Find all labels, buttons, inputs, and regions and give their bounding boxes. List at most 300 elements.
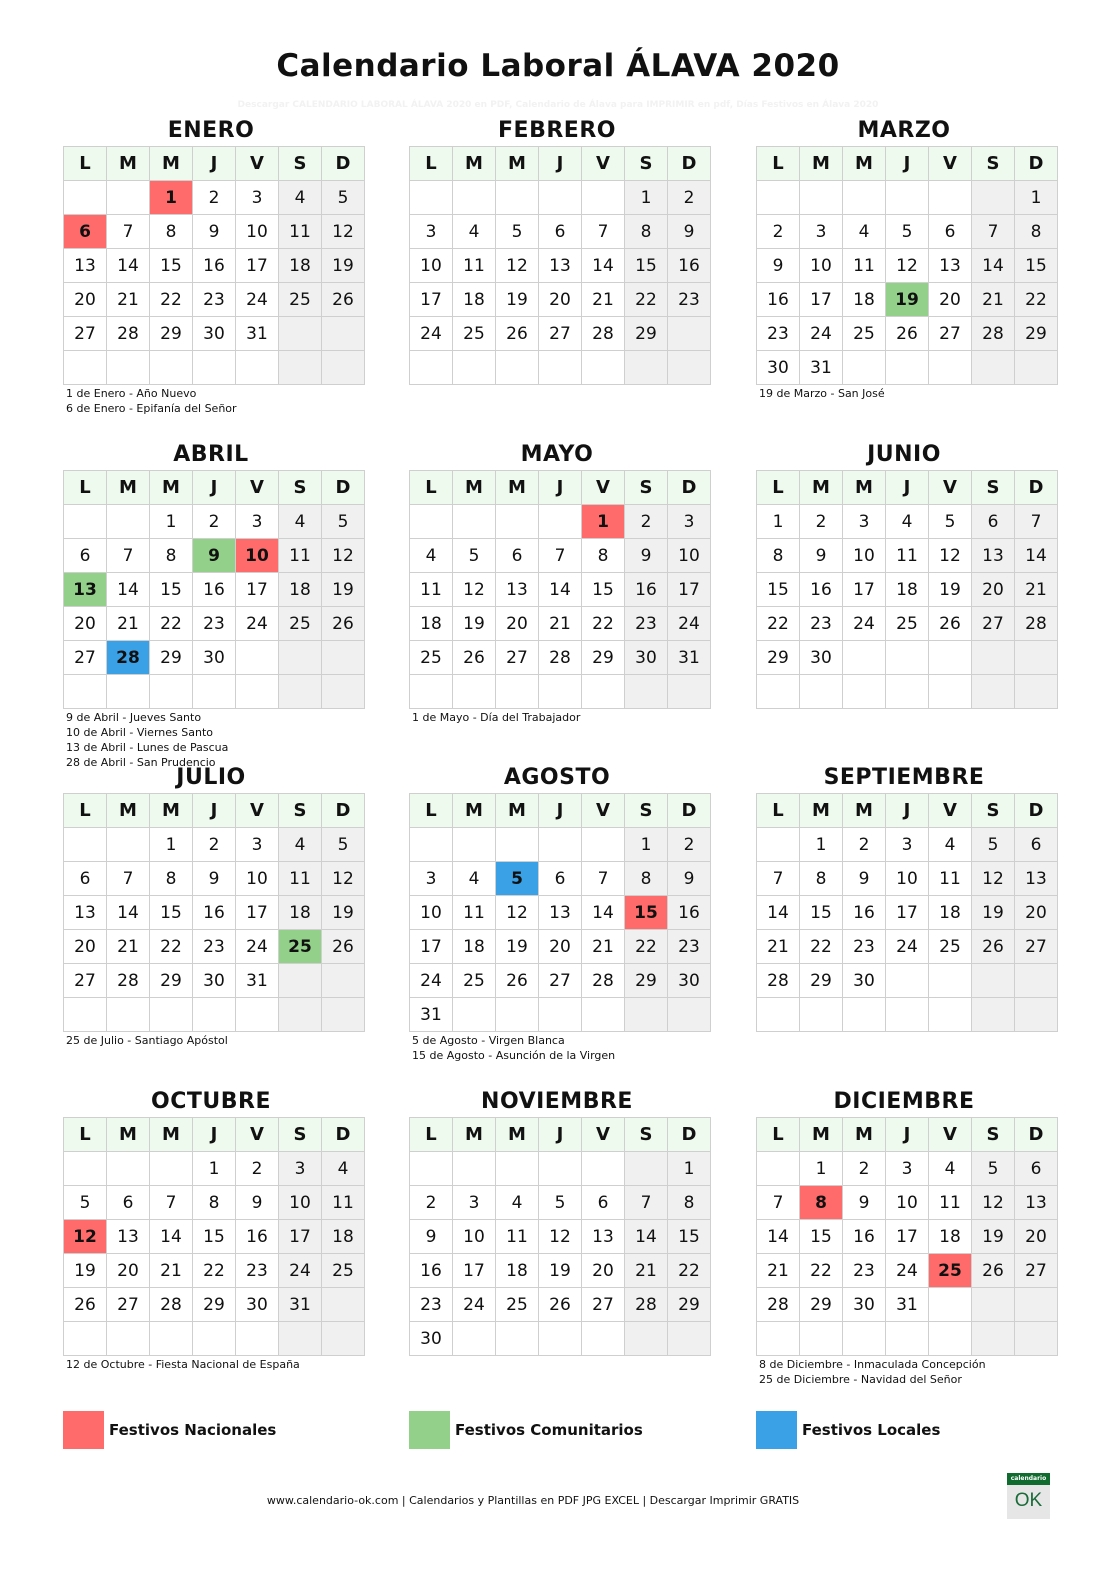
weekday-header: S — [972, 471, 1015, 505]
day-cell: 31 — [668, 641, 711, 675]
empty-day-cell — [279, 351, 322, 385]
day-cell: 10 — [886, 1186, 929, 1220]
day-cell: 4 — [496, 1186, 539, 1220]
week-row — [757, 641, 1058, 675]
day-cell: 28 — [757, 964, 800, 998]
empty-day-cell — [322, 675, 365, 709]
holiday-day-cell: 12 — [64, 1220, 107, 1254]
week-row — [410, 283, 711, 317]
day-cell: 12 — [972, 1186, 1015, 1220]
day-cell: 16 — [757, 283, 800, 317]
month-julio — [63, 763, 359, 1048]
day-cell: 18 — [886, 573, 929, 607]
weekday-header: M — [453, 147, 496, 181]
month-septiembre — [756, 763, 1052, 1033]
day-cell: 15 — [800, 896, 843, 930]
legend-nacionales-label: Festivos Nacionales — [109, 1421, 277, 1439]
day-cell: 10 — [410, 249, 453, 283]
day-cell: 1 — [150, 828, 193, 862]
day-cell: 6 — [972, 505, 1015, 539]
month-name: ABRIL — [173, 442, 249, 467]
day-cell: 21 — [539, 607, 582, 641]
day-cell: 26 — [886, 317, 929, 351]
day-cell: 14 — [107, 896, 150, 930]
empty-day-cell — [757, 1152, 800, 1186]
day-cell: 11 — [496, 1220, 539, 1254]
day-cell: 2 — [757, 215, 800, 249]
empty-day-cell — [496, 181, 539, 215]
day-cell: 27 — [929, 317, 972, 351]
weekday-header: J — [886, 471, 929, 505]
week-row — [64, 828, 365, 862]
calendario-ok-logo[interactable] — [1007, 1473, 1050, 1519]
empty-day-cell — [496, 1322, 539, 1356]
day-cell: 24 — [236, 930, 279, 964]
day-cell: 14 — [107, 249, 150, 283]
empty-day-cell — [322, 351, 365, 385]
empty-day-cell — [453, 505, 496, 539]
day-cell: 10 — [236, 215, 279, 249]
day-cell: 10 — [800, 249, 843, 283]
day-cell: 18 — [496, 1254, 539, 1288]
weekday-header: L — [757, 147, 800, 181]
empty-day-cell — [107, 505, 150, 539]
day-cell: 8 — [150, 215, 193, 249]
week-row — [410, 607, 711, 641]
day-cell: 6 — [582, 1186, 625, 1220]
day-cell: 27 — [64, 641, 107, 675]
empty-day-cell — [972, 181, 1015, 215]
day-cell: 27 — [64, 317, 107, 351]
day-cell: 21 — [582, 283, 625, 317]
day-cell: 30 — [668, 964, 711, 998]
day-cell: 4 — [279, 181, 322, 215]
day-cell: 25 — [279, 607, 322, 641]
day-cell: 22 — [150, 607, 193, 641]
day-cell: 9 — [843, 1186, 886, 1220]
day-cell: 3 — [886, 828, 929, 862]
empty-day-cell — [668, 317, 711, 351]
week-row — [64, 1186, 365, 1220]
holiday-note: 8 de Diciembre - Inmaculada Concepción — [759, 1358, 986, 1371]
empty-day-cell — [668, 351, 711, 385]
weekday-header: M — [800, 1118, 843, 1152]
empty-day-cell — [757, 181, 800, 215]
day-cell: 14 — [539, 573, 582, 607]
day-cell: 26 — [322, 607, 365, 641]
holiday-day-cell: 8 — [800, 1186, 843, 1220]
empty-day-cell — [972, 641, 1015, 675]
empty-day-cell — [582, 1322, 625, 1356]
weekday-header: M — [800, 147, 843, 181]
day-cell: 18 — [929, 1220, 972, 1254]
day-cell: 7 — [972, 215, 1015, 249]
empty-day-cell — [453, 675, 496, 709]
holiday-note: 25 de Diciembre - Navidad del Señor — [759, 1373, 962, 1386]
empty-day-cell — [625, 675, 668, 709]
day-cell: 21 — [1015, 573, 1058, 607]
empty-day-cell — [929, 1322, 972, 1356]
day-cell: 21 — [150, 1254, 193, 1288]
weekday-header: V — [929, 471, 972, 505]
empty-day-cell — [496, 351, 539, 385]
week-row — [410, 1288, 711, 1322]
day-cell: 29 — [150, 964, 193, 998]
day-cell: 21 — [757, 930, 800, 964]
weekday-header: L — [410, 147, 453, 181]
day-cell: 13 — [539, 249, 582, 283]
day-cell: 3 — [886, 1152, 929, 1186]
day-cell: 9 — [800, 539, 843, 573]
day-cell: 12 — [539, 1220, 582, 1254]
empty-day-cell — [843, 675, 886, 709]
day-cell: 3 — [236, 828, 279, 862]
weekday-header: D — [1015, 794, 1058, 828]
weekday-header: M — [453, 794, 496, 828]
day-cell: 6 — [929, 215, 972, 249]
day-cell: 13 — [64, 896, 107, 930]
empty-day-cell — [279, 1322, 322, 1356]
empty-day-cell — [582, 998, 625, 1032]
month-name: AGOSTO — [503, 765, 611, 790]
month-grid — [756, 1117, 1058, 1356]
day-cell: 18 — [279, 249, 322, 283]
empty-day-cell — [453, 1322, 496, 1356]
day-cell: 15 — [668, 1220, 711, 1254]
day-cell: 11 — [886, 539, 929, 573]
weekday-header: D — [668, 471, 711, 505]
holiday-day-cell: 25 — [929, 1254, 972, 1288]
empty-day-cell — [107, 1322, 150, 1356]
week-row — [64, 351, 365, 385]
day-cell: 11 — [410, 573, 453, 607]
day-cell: 14 — [107, 573, 150, 607]
day-cell: 30 — [236, 1288, 279, 1322]
weekday-header: V — [236, 1118, 279, 1152]
weekday-header: M — [496, 147, 539, 181]
legend-nacionales-swatch — [63, 1411, 104, 1449]
day-cell: 18 — [929, 896, 972, 930]
empty-day-cell — [236, 1322, 279, 1356]
day-cell: 26 — [496, 964, 539, 998]
empty-day-cell — [193, 1322, 236, 1356]
day-cell: 8 — [668, 1186, 711, 1220]
weekday-header: L — [757, 1118, 800, 1152]
day-cell: 2 — [193, 828, 236, 862]
day-cell: 8 — [757, 539, 800, 573]
day-cell: 7 — [625, 1186, 668, 1220]
empty-day-cell — [972, 1322, 1015, 1356]
empty-day-cell — [539, 1322, 582, 1356]
day-cell: 18 — [843, 283, 886, 317]
weekday-header: L — [64, 471, 107, 505]
week-row — [757, 896, 1058, 930]
day-cell: 26 — [453, 641, 496, 675]
weekday-header: J — [193, 1118, 236, 1152]
day-cell: 17 — [886, 1220, 929, 1254]
day-cell: 30 — [843, 964, 886, 998]
weekday-header: L — [757, 471, 800, 505]
legend-locales-swatch — [756, 1411, 797, 1449]
holiday-note: 9 de Abril - Jueves Santo — [66, 711, 202, 724]
logo-ok-text: OK — [1014, 1490, 1043, 1511]
empty-day-cell — [322, 998, 365, 1032]
day-cell: 2 — [668, 181, 711, 215]
month-mayo — [409, 440, 705, 725]
week-row — [757, 1152, 1058, 1186]
day-cell: 6 — [64, 862, 107, 896]
day-cell: 12 — [322, 862, 365, 896]
day-cell: 17 — [279, 1220, 322, 1254]
day-cell: 26 — [929, 607, 972, 641]
week-row — [410, 351, 711, 385]
holiday-note: 5 de Agosto - Virgen Blanca — [412, 1034, 565, 1047]
empty-day-cell — [150, 1322, 193, 1356]
weekday-header: L — [410, 1118, 453, 1152]
day-cell: 9 — [668, 215, 711, 249]
day-cell: 12 — [453, 573, 496, 607]
day-cell: 23 — [193, 930, 236, 964]
day-cell: 12 — [322, 539, 365, 573]
empty-day-cell — [539, 1152, 582, 1186]
empty-day-cell — [64, 351, 107, 385]
day-cell: 23 — [668, 930, 711, 964]
empty-day-cell — [236, 675, 279, 709]
empty-day-cell — [929, 181, 972, 215]
day-cell: 15 — [1015, 249, 1058, 283]
empty-day-cell — [150, 998, 193, 1032]
week-row — [64, 964, 365, 998]
empty-day-cell — [668, 998, 711, 1032]
day-cell: 23 — [193, 283, 236, 317]
day-cell: 9 — [236, 1186, 279, 1220]
empty-day-cell — [625, 998, 668, 1032]
weekday-header: S — [625, 1118, 668, 1152]
day-cell: 21 — [972, 283, 1015, 317]
day-cell: 15 — [625, 249, 668, 283]
day-cell: 13 — [582, 1220, 625, 1254]
weekday-header: D — [1015, 1118, 1058, 1152]
empty-day-cell — [322, 964, 365, 998]
day-cell: 3 — [843, 505, 886, 539]
week-row — [64, 181, 365, 215]
weekday-header: J — [886, 794, 929, 828]
day-cell: 18 — [453, 930, 496, 964]
day-cell: 28 — [150, 1288, 193, 1322]
day-cell: 6 — [107, 1186, 150, 1220]
day-cell: 25 — [322, 1254, 365, 1288]
legend-comunitarios — [409, 1411, 643, 1449]
day-cell: 25 — [453, 964, 496, 998]
day-cell: 11 — [843, 249, 886, 283]
day-cell: 14 — [625, 1220, 668, 1254]
holiday-notes — [409, 1033, 705, 1063]
day-cell: 13 — [539, 896, 582, 930]
day-cell: 29 — [757, 641, 800, 675]
month-grid — [63, 793, 365, 1032]
day-cell: 25 — [410, 641, 453, 675]
day-cell: 4 — [279, 505, 322, 539]
holiday-note: 25 de Julio - Santiago Apóstol — [66, 1034, 228, 1047]
day-cell: 21 — [757, 1254, 800, 1288]
empty-day-cell — [236, 351, 279, 385]
day-cell: 19 — [972, 896, 1015, 930]
week-row — [64, 1288, 365, 1322]
day-cell: 13 — [1015, 862, 1058, 896]
day-cell: 20 — [972, 573, 1015, 607]
day-cell: 4 — [279, 828, 322, 862]
holiday-day-cell: 28 — [107, 641, 150, 675]
legend-comunitarios-swatch — [409, 1411, 450, 1449]
holiday-notes — [63, 710, 359, 770]
day-cell: 2 — [193, 505, 236, 539]
holiday-note: 1 de Enero - Año Nuevo — [66, 387, 197, 400]
empty-day-cell — [279, 675, 322, 709]
day-cell: 17 — [236, 573, 279, 607]
day-cell: 5 — [64, 1186, 107, 1220]
holiday-note: 6 de Enero - Epifanía del Señor — [66, 402, 237, 415]
empty-day-cell — [539, 828, 582, 862]
day-cell: 3 — [236, 181, 279, 215]
day-cell: 16 — [800, 573, 843, 607]
week-row — [64, 283, 365, 317]
empty-day-cell — [64, 181, 107, 215]
empty-day-cell — [625, 1322, 668, 1356]
weekday-header: L — [64, 147, 107, 181]
month-grid — [409, 1117, 711, 1356]
day-cell: 15 — [193, 1220, 236, 1254]
day-cell: 6 — [539, 215, 582, 249]
week-row — [757, 573, 1058, 607]
week-row — [757, 862, 1058, 896]
month-marzo — [756, 116, 1052, 401]
day-cell: 8 — [193, 1186, 236, 1220]
day-cell: 27 — [1015, 930, 1058, 964]
day-cell: 30 — [193, 641, 236, 675]
month-grid — [409, 146, 711, 385]
footer-text[interactable]: www.calendario-ok.com | Calendarios y Plantillas en PDF JPG EXCEL | Descargar Imprimir GRATIS — [266, 1494, 800, 1507]
day-cell: 7 — [757, 1186, 800, 1220]
empty-day-cell — [64, 1152, 107, 1186]
empty-day-cell — [410, 351, 453, 385]
week-row — [64, 1152, 365, 1186]
day-cell: 4 — [453, 215, 496, 249]
weekday-header: S — [972, 147, 1015, 181]
week-row — [410, 317, 711, 351]
weekday-header: D — [322, 471, 365, 505]
day-cell: 21 — [107, 607, 150, 641]
day-cell: 21 — [107, 930, 150, 964]
day-cell: 24 — [236, 607, 279, 641]
month-octubre — [63, 1087, 359, 1372]
month-grid — [63, 1117, 365, 1356]
weekday-header: S — [972, 1118, 1015, 1152]
empty-day-cell — [236, 998, 279, 1032]
week-row — [410, 998, 711, 1032]
day-cell: 5 — [929, 505, 972, 539]
weekday-header: L — [64, 794, 107, 828]
empty-day-cell — [193, 675, 236, 709]
month-name: NOVIEMBRE — [481, 1089, 633, 1114]
weekday-header: D — [322, 794, 365, 828]
weekday-header: M — [843, 471, 886, 505]
empty-day-cell — [410, 1152, 453, 1186]
month-grid — [756, 146, 1058, 385]
day-cell: 16 — [843, 1220, 886, 1254]
empty-day-cell — [929, 351, 972, 385]
holiday-notes — [756, 1357, 1052, 1387]
day-cell: 10 — [410, 896, 453, 930]
weekday-header: M — [843, 794, 886, 828]
day-cell: 16 — [236, 1220, 279, 1254]
day-cell: 7 — [107, 862, 150, 896]
day-cell: 17 — [800, 283, 843, 317]
day-cell: 18 — [453, 283, 496, 317]
empty-day-cell — [1015, 641, 1058, 675]
day-cell: 22 — [1015, 283, 1058, 317]
empty-day-cell — [1015, 1322, 1058, 1356]
month-name: SEPTIEMBRE — [823, 765, 985, 790]
day-cell: 20 — [64, 930, 107, 964]
day-cell: 31 — [279, 1288, 322, 1322]
day-cell: 21 — [107, 283, 150, 317]
month-junio — [756, 440, 1052, 710]
day-cell: 27 — [64, 964, 107, 998]
week-row — [410, 505, 711, 539]
week-row — [64, 896, 365, 930]
day-cell: 19 — [496, 283, 539, 317]
day-cell: 20 — [1015, 896, 1058, 930]
week-row — [410, 862, 711, 896]
day-cell: 31 — [886, 1288, 929, 1322]
week-row — [410, 641, 711, 675]
weekday-header: M — [843, 147, 886, 181]
empty-day-cell — [64, 828, 107, 862]
empty-day-cell — [64, 998, 107, 1032]
empty-day-cell — [843, 1322, 886, 1356]
empty-day-cell — [1015, 1288, 1058, 1322]
day-cell: 7 — [539, 539, 582, 573]
week-row — [757, 181, 1058, 215]
day-cell: 28 — [1015, 607, 1058, 641]
day-cell: 1 — [800, 1152, 843, 1186]
weekday-header: D — [1015, 471, 1058, 505]
month-grid — [63, 146, 365, 385]
day-cell: 9 — [843, 862, 886, 896]
day-cell: 8 — [625, 862, 668, 896]
day-cell: 31 — [236, 964, 279, 998]
day-cell: 4 — [886, 505, 929, 539]
empty-day-cell — [582, 351, 625, 385]
day-cell: 22 — [757, 607, 800, 641]
weekday-header: D — [322, 1118, 365, 1152]
empty-day-cell — [107, 828, 150, 862]
empty-day-cell — [496, 1152, 539, 1186]
day-cell: 25 — [843, 317, 886, 351]
week-row — [64, 862, 365, 896]
empty-day-cell — [1015, 964, 1058, 998]
week-row — [410, 1322, 711, 1356]
day-cell: 13 — [929, 249, 972, 283]
week-row — [410, 539, 711, 573]
weekday-header: J — [886, 1118, 929, 1152]
week-row — [64, 1254, 365, 1288]
day-cell: 3 — [668, 505, 711, 539]
weekday-header: J — [193, 471, 236, 505]
day-cell: 22 — [193, 1254, 236, 1288]
weekday-header: V — [582, 1118, 625, 1152]
day-cell: 20 — [539, 930, 582, 964]
